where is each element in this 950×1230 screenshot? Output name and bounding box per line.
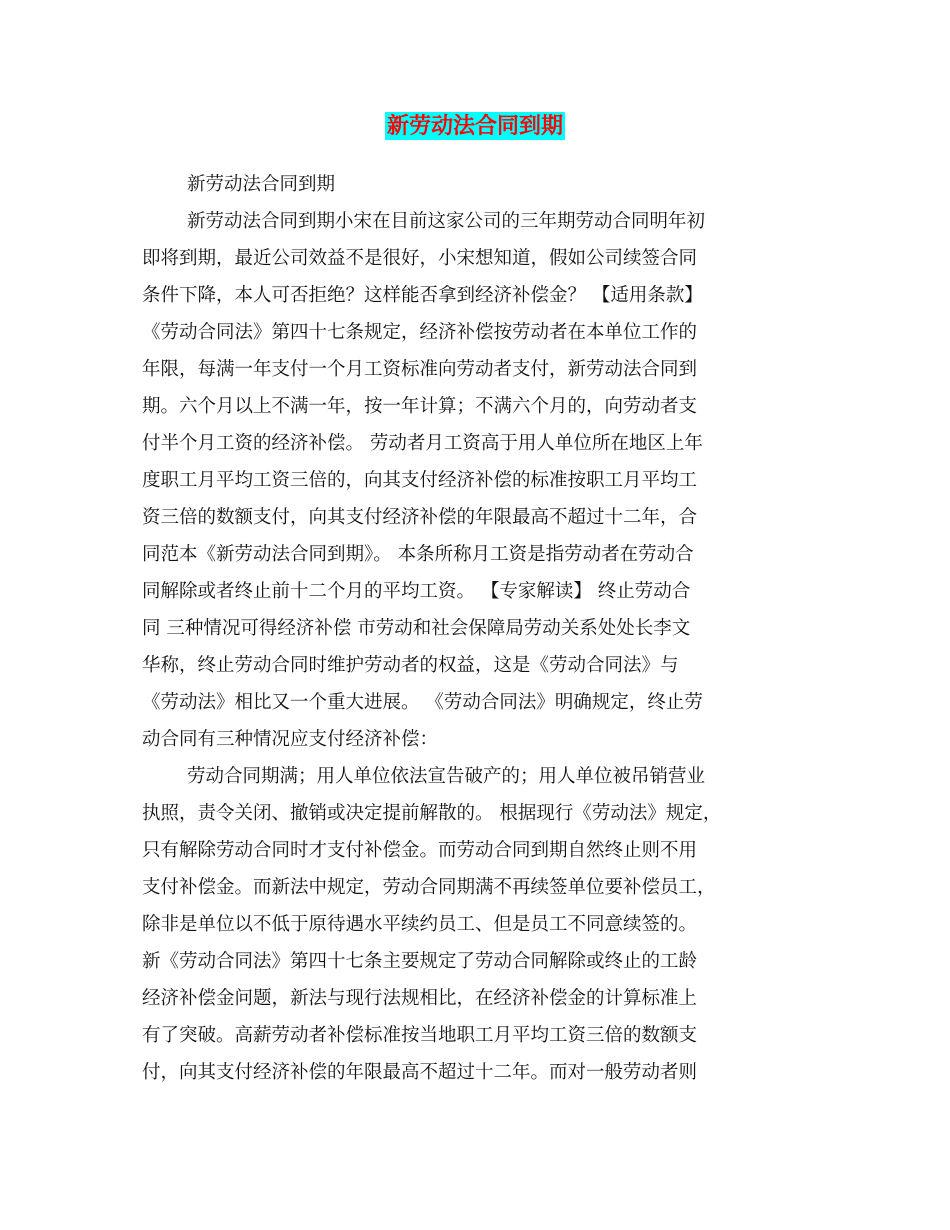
- body-line: 支付补偿金。而新法中规定，劳动合同期满不再续签单位要补偿员工，: [142, 877, 716, 898]
- body-line: 新《劳动合同法》第四十七条主要规定了劳动合同解除或终止的工龄: [142, 951, 698, 972]
- body-line: 同范本《新劳动法合同到期》。 本条所称月工资是指劳动者在劳动合: [142, 544, 694, 565]
- body-line: 年限，每满一年支付一个月工资标准向劳动者支付，新劳动法合同到: [142, 359, 698, 380]
- body-line: 有了突破。高薪劳动者补偿标准按当地职工月平均工资三倍的数额支: [142, 1025, 698, 1046]
- body-line: 期。六个月以上不满一年，按一年计算；不满六个月的，向劳动者支: [142, 396, 698, 417]
- body-line: 执照，责令关闭、撤销或决定提前解散的。 根据现行《劳动法》规定，: [142, 803, 722, 824]
- title-container: [0, 112, 950, 140]
- document-title: 新劳动法合同到期: [386, 113, 563, 139]
- body-line: 《劳动合同法》第四十七条规定，经济补偿按劳动者在本单位工作的: [142, 322, 698, 343]
- body-line: 除非是单位以不低于原待遇水平续约员工、但是员工不同意续签的。: [142, 914, 698, 935]
- body-line: 即将到期，最近公司效益不是很好，小宋想知道，假如公司续签合同: [142, 248, 698, 269]
- body-line: 付半个月工资的经济补偿。 劳动者月工资高于用人单位所在地区上年: [142, 433, 703, 454]
- body-line: 付，向其支付经济补偿的年限最高不超过十二年。而对一般劳动者则: [142, 1062, 698, 1083]
- body-line: 只有解除劳动合同时才支付补偿金。而劳动合同到期自然终止则不用: [142, 840, 698, 861]
- body-line: 经济补偿金问题，新法与现行法规相比，在经济补偿金的计算标准上: [142, 988, 698, 1009]
- body-line: 度职工月平均工资三倍的，向其支付经济补偿的标准按职工月平均工: [142, 470, 698, 491]
- body-line: 动合同有三种情况应支付经济补偿：: [142, 729, 439, 750]
- body-line: 新劳动法合同到期小宋在目前这家公司的三年期劳动合同明年初: [187, 211, 706, 232]
- body-line: 同 三种情况可得经济补偿 市劳动和社会保障局劳动关系处处长李文: [142, 618, 691, 639]
- document-body: [142, 166, 814, 1091]
- body-line: 条件下降，本人可否拒绝？这样能否拿到经济补偿金？ 【适用条款】: [142, 285, 703, 306]
- body-line: 同解除或者终止前十二个月的平均工资。 【专家解读】 终止劳动合: [142, 581, 691, 602]
- body-line: 劳动合同期满；用人单位依法宣告破产的；用人单位被吊销营业: [187, 766, 706, 787]
- body-line: 华称，终止劳动合同时维护劳动者的权益，这是《劳动合同法》与: [142, 655, 679, 676]
- body-line: 资三倍的数额支付，向其支付经济补偿的年限最高不超过十二年，合: [142, 507, 698, 528]
- body-line: 《劳动法》相比又一个重大进展。 《劳动合同法》明确规定，终止劳: [142, 692, 703, 713]
- body-line: 新劳动法合同到期: [187, 174, 336, 195]
